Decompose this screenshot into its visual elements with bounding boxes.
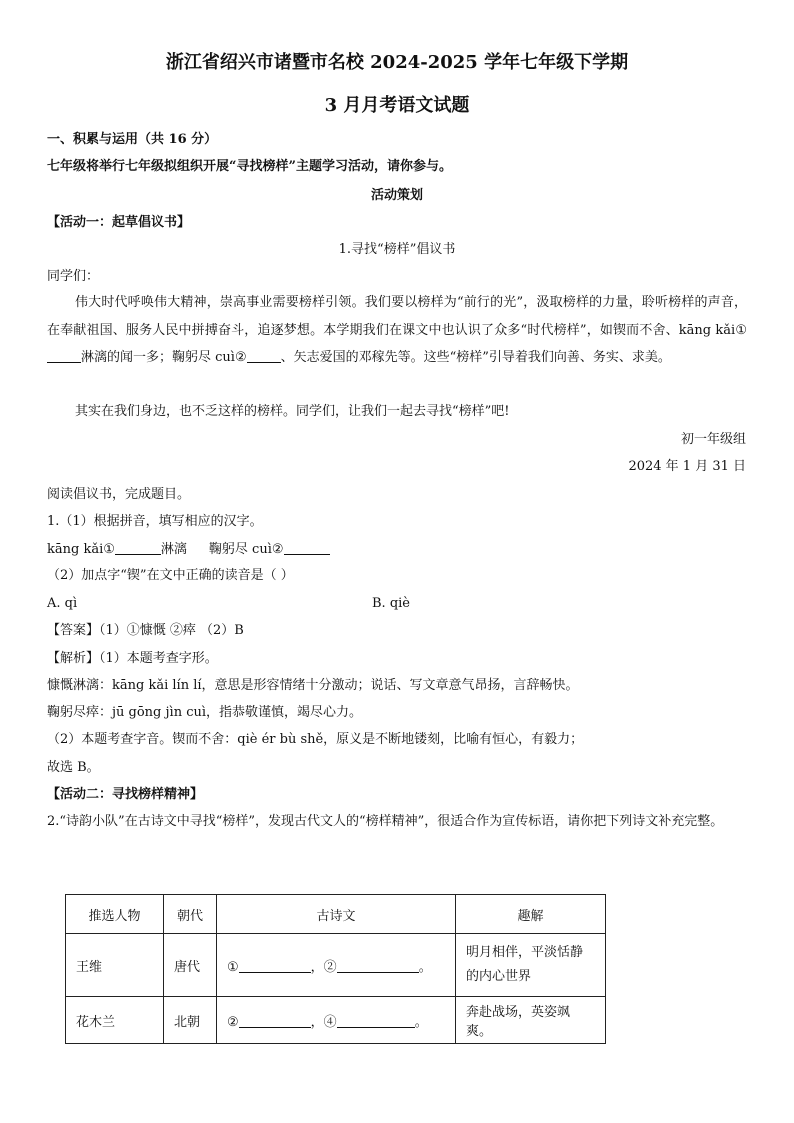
row1-sep: ， [310,959,324,975]
exam-title: 浙江省绍兴市诸暨市名校 2024-2025 学年七年级下学期 [165,52,629,73]
table-header-row [66,895,606,934]
row1-note: 明月相伴，平淡恬静的内心世界 [456,934,606,997]
row1-end: 。 [418,959,432,975]
option-b: B. qiè [372,596,410,611]
question-1-1: 1.（1）根据拼音，填写相应的汉字。 [47,514,263,529]
analysis-line-5: 故选 B。 [47,760,100,775]
table-row [66,934,606,997]
row2-poem [217,997,456,1044]
fill-blank-1 [115,541,161,555]
analysis-line-2: 慷慨淋漓：kāng kǎi lín lí，意思是形容情绪十分激动；说话、写文章意气昂扬，言辞畅快。 [47,678,579,693]
row2-end: 。 [414,1014,428,1030]
fill-blank-2 [284,541,330,555]
row1-person: 王维 [66,934,164,997]
header-person: 推选人物 [66,895,164,934]
question-2: 2.“诗韵小队”在古诗文中寻找“榜样”，发现古代文人的“榜样精神”，很适合作为宣传标语，请你把下列诗文补充完整。 [47,814,724,829]
header-dynasty: 朝代 [164,895,217,934]
option-a: A. qì [47,596,78,611]
exam-subtitle: 3 月月考语文试题 [324,95,470,116]
row2-dynasty: 北朝 [164,997,217,1044]
row2-mark2: ④ [323,1014,337,1030]
proposal-paragraph-2: 其实在我们身边，也不乏这样的榜样。同学们，让我们一起去寻找“榜样”吧! [75,404,510,419]
question-1-fill [47,541,330,558]
fill-label-2: 鞠躬尽 cuì② [208,542,284,557]
fill-text: 淋漓 [160,542,187,557]
row2-mark1: ② [227,1014,239,1030]
question-1-2: （2）加点字“锲”在文中正确的读音是（ ） [47,568,294,583]
analysis-heading: 【解析】（1）本题考查字形。 [47,651,218,666]
section1-heading: 一、积累与运用（共 16 分） [47,132,218,147]
proposal-paragraph-1 [47,289,747,372]
row1-blank1 [239,959,311,973]
activity2-heading: 【活动二：寻找榜样精神】 [47,787,204,802]
para1-part-b: 淋漓的闻一多；鞠躬尽 cuì② [81,350,247,365]
para1-part-a: 伟大时代呼唤伟大精神，崇高事业需要榜样引领。我们要以榜样为“前行的光”，汲取榜样的力量，聆听榜样的声音，在奉献祖国、服务人民中拼搏奋斗，追逐梦想。本学期我们在课文中也认识了众多“时代榜样”，如锲而不舍、kāng kǎi① [47,295,747,338]
header-note: 趣解 [456,895,606,934]
plan-heading: 活动策划 [370,188,423,203]
fill-label-1: kāng kǎi① [47,542,115,557]
greeting: 同学们： [47,269,100,284]
blank-2 [247,349,281,363]
activity1-heading: 【活动一：起草倡议书】 [47,215,191,230]
row1-dynasty: 唐代 [164,934,217,997]
analysis-line-4: （2）本题考查字音。锲而不舍：qiè ér bù shě，原义是不断地镂刻，比喻有恒心，有毅力； [47,732,584,747]
instruction: 阅读倡议书，完成题目。 [47,487,191,502]
row2-blank1 [239,1014,311,1028]
intro-text: 七年级将举行七年级拟组织开展“寻找榜样”主题学习活动，请你参与。 [47,159,452,174]
date: 2024 年 1 月 31 日 [628,459,746,474]
row2-note: 奔赴战场，英姿飒爽。 [456,997,606,1044]
row1-blank2 [337,959,419,973]
row1-mark1: ① [227,959,239,975]
proposal-title: 1.寻找“榜样”倡议书 [338,242,456,257]
table-row [66,997,606,1044]
signature: 初一年级组 [680,432,746,447]
row2-sep: ， [310,1014,324,1030]
row1-mark2: ② [323,959,337,975]
header-poem: 古诗文 [217,895,456,934]
row1-poem [217,934,456,997]
poem-table [65,894,606,1044]
analysis-line-3: 鞠躬尽瘁：jū gōng jìn cuì，指恭敬谨慎，竭尽心力。 [47,705,363,720]
answer: 【答案】（1）①慷慨 ②瘁 （2）B [47,623,244,638]
row2-blank2 [337,1014,415,1028]
para1-part-c: 、矢志爱国的邓稼先等。这些“榜样”引导着我们向善、务实、求美。 [280,350,671,365]
blank-1 [47,349,81,363]
row2-person: 花木兰 [66,997,164,1044]
